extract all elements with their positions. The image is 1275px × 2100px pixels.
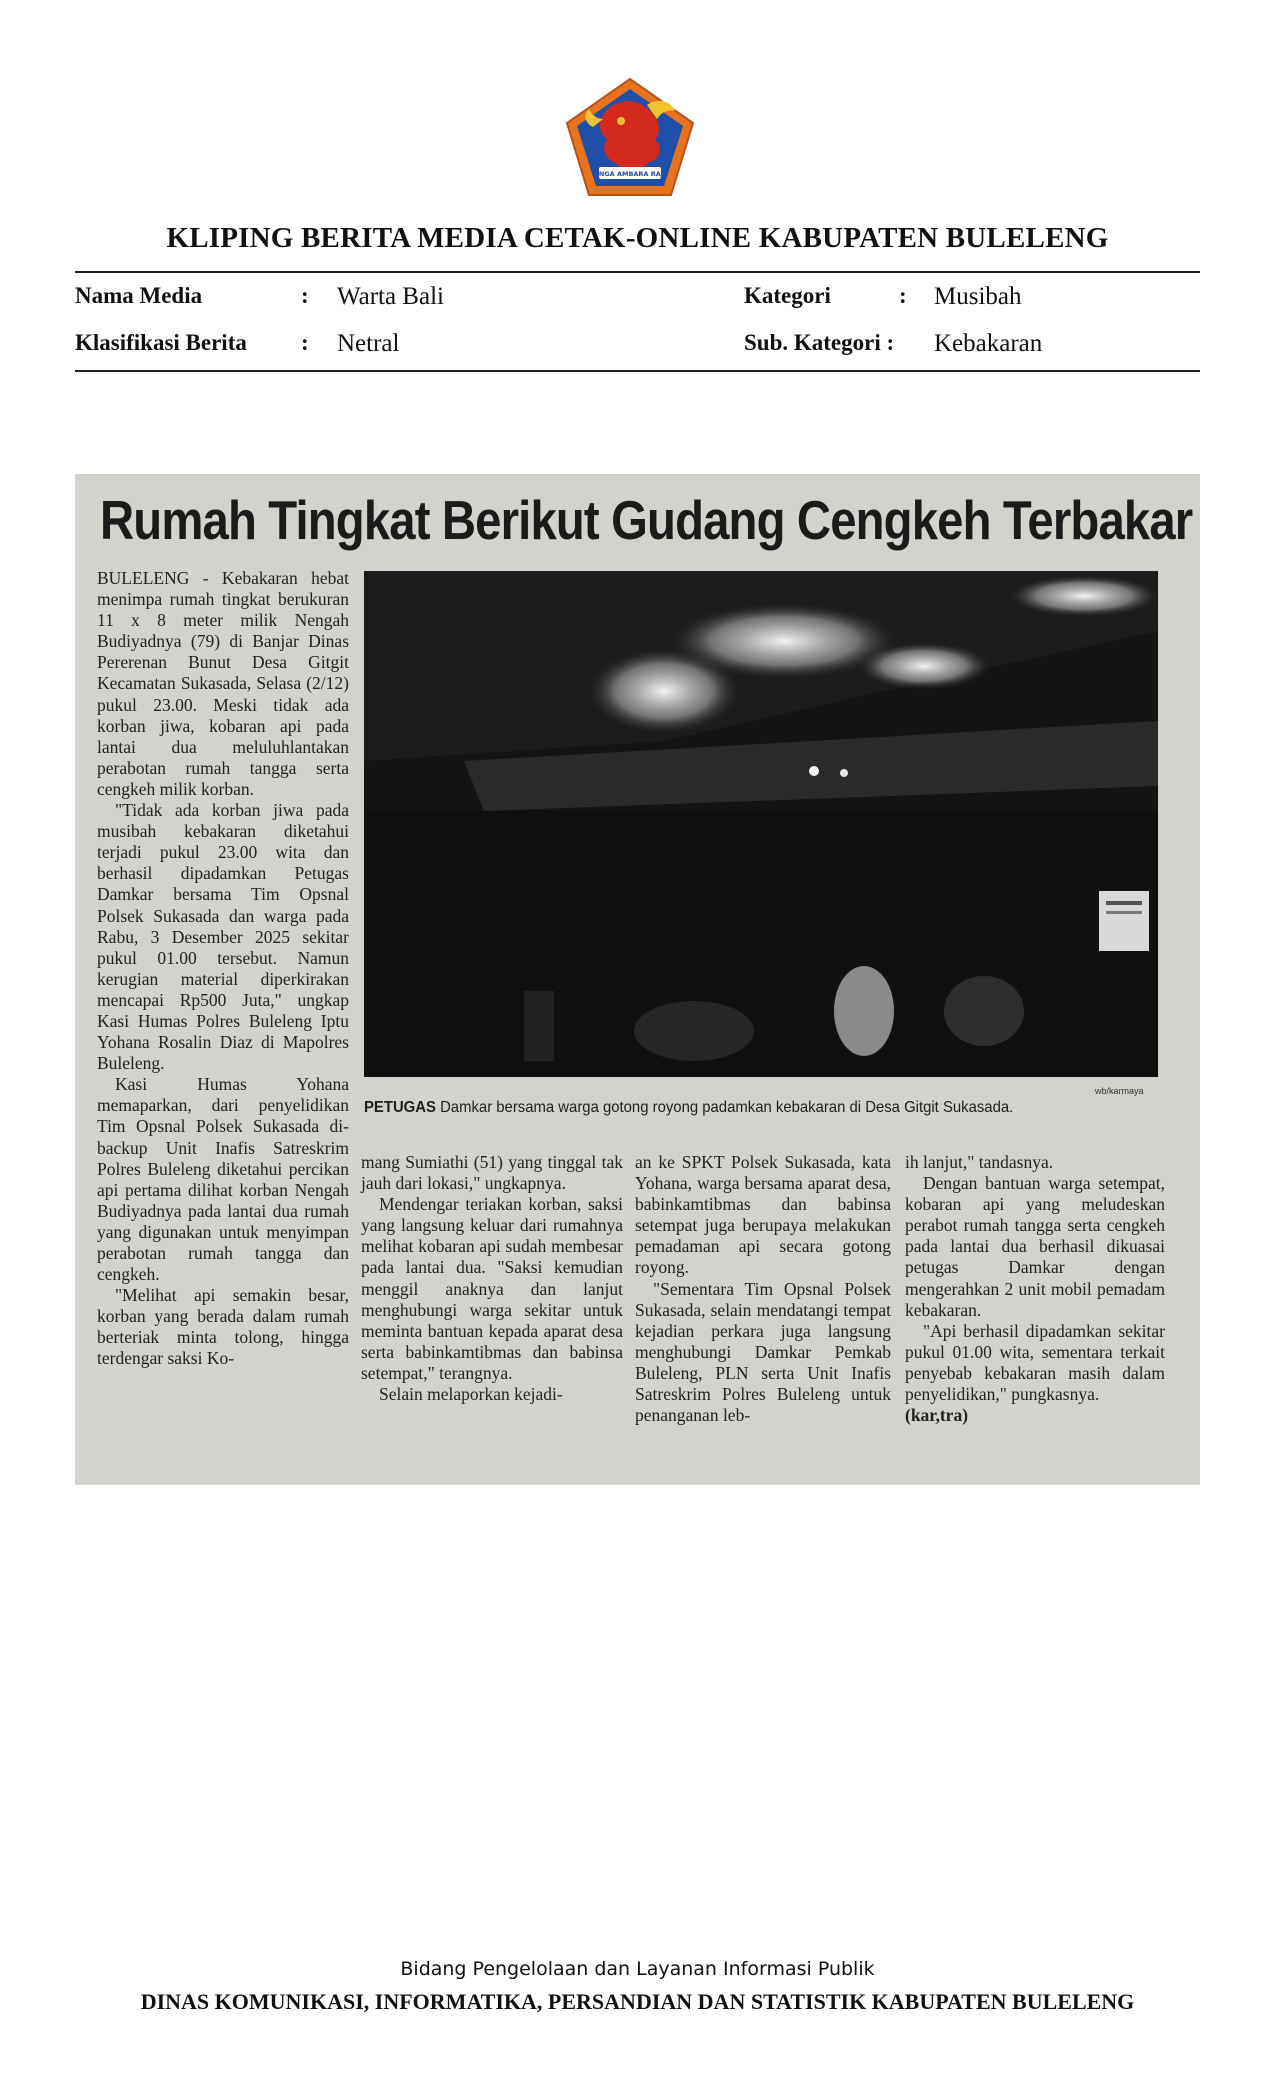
klasifikasi-value: Netral — [337, 330, 400, 357]
col3-paragraph-1: an ke SPKT Polsek Sukasada, kata Yohana, warga bersama aparat desa, babinkamtibmas dan babinsa setempat juga berupaya melakukan pemadaman api secara gotong royong. — [635, 1152, 891, 1278]
header-divider — [75, 271, 1200, 273]
page-title: KLIPING BERITA MEDIA CETAK-ONLINE KABUPATEN BULELENG — [166, 222, 1109, 254]
klasifikasi-label: Klasifikasi Berita — [75, 330, 247, 355]
svg-text:SINGA AMBARA RAJA: SINGA AMBARA RAJA — [591, 170, 669, 178]
article-column-3 — [635, 1152, 891, 1426]
klasifikasi-colon: : — [301, 330, 309, 355]
sub-kategori-label: Sub. Kategori : — [744, 330, 895, 355]
newspaper-clipping — [75, 474, 1200, 1485]
col1-paragraph-2: "Tidak ada korban jiwa pada musibah kebakaran diketahui terjadi pukul 23.00 wita dan berhasil dipadamkan Petugas Damkar bersama Tim Opsnal Polsek Sukasada dan warga pada Rabu, 3 Desember 2025 sekitar pukul 01.00 tersebut. Namun kerugian material diperkirakan mencapai Rp500 Juta," ungkap Kasi Humas Polres Buleleng Iptu Yohana Rosalin Diaz di Mapolres Buleleng. — [97, 800, 349, 1074]
col4-paragraph-2: Dengan bantuan warga setempat, kobaran api yang meludeskan perabot rumah tangga serta cengkeh pada lantai dua berhasil dikuasai petugas Damkar dengan mengerahkan 2 unit mobil pemadam kebakaran. — [905, 1173, 1165, 1320]
col1-paragraph-1: BULELENG - Kebakaran hebat menimpa rumah tingkat berukuran 11 x 8 meter milik Nengah Budiyadnya (79) di Banjar Dinas Pererenan Bunut Desa Gitgit Kecamatan Sukasada, Selasa (2/12) pukul 23.00. Meski tidak ada korban jiwa, kobaran api pada lantai dua meluluhlantakan perabotan rumah tangga serta cengkeh milik korban. — [97, 568, 349, 799]
meta-divider — [75, 370, 1200, 372]
nama-media-colon: : — [301, 283, 309, 308]
caption-text: Damkar bersama warga gotong royong padamkan kebakaran di Desa Gitgit Sukasada. — [435, 1099, 1014, 1116]
footer-subtitle: Bidang Pengelolaan dan Layanan Informasi Publik — [400, 1958, 875, 1980]
article-column-4 — [905, 1152, 1165, 1426]
article-column-1 — [97, 568, 349, 1370]
col2-paragraph-2: Mendengar teriakan korban, saksi yang langsung keluar dari rumahnya melihat kobaran api sudah membesar pada lantai dua. "Saksi kemudian menggil anaknya dan lanjut menghubungi warga sekitar untuk meminta bantuan kepada aparat desa serta babinkamtibmas dan babinsa setempat," terangnya. — [361, 1194, 623, 1383]
kategori-value: Musibah — [934, 283, 1022, 310]
col4-paragraph-1: ih lanjut," tandasnya. — [905, 1152, 1054, 1172]
fire-photo — [364, 571, 1158, 1077]
photo-caption — [364, 1099, 1127, 1117]
col4-sign-off: (kar,tra) — [905, 1405, 969, 1426]
col1-paragraph-3: Kasi Humas Yohana memaparkan, dari penyelidikan Tim Opsnal Polsek Sukasada di-backup Unit Inafis Satreskrim Polres Buleleng diketahui percikan api pertama dilihat korban Nengah Budiyadnya pada lantai dua rumah yang digunakan untuk menyimpan perabotan rumah tangga dan cengkeh. — [97, 1074, 349, 1285]
nama-media-label: Nama Media — [75, 283, 203, 308]
col3-paragraph-2: "Sementara Tim Opsnal Polsek Sukasada, selain mendatangi tempat kejadian perkara juga langsung menghubungi Damkar Pemkab Buleleng, PLN serta Unit Inafis Satreskrim Polres Buleleng untuk penanganan leb- — [635, 1278, 891, 1426]
photo-credit: wb/karmaya — [1095, 1086, 1144, 1096]
footer-agency: DINAS KOMUNIKASI, INFORMATIKA, PERSANDIAN DAN STATISTIK KABUPATEN BULELENG — [140, 1989, 1135, 2014]
article-column-2 — [361, 1152, 623, 1405]
article-headline: Rumah Tingkat Berikut Gudang Cengkeh Terbakar — [100, 489, 1193, 551]
sub-kategori-value: Kebakaran — [934, 330, 1043, 357]
caption-lead: PETUGAS — [364, 1099, 436, 1116]
col1-paragraph-4: "Melihat api semakin besar, korban yang berada dalam rumah berteriak minta tolong, hingga terdengar saksi Ko- — [97, 1285, 349, 1369]
col4-paragraph-3: "Api berhasil dipadamkan sekitar pukul 01.00 wita, sementara terkait penyebab kebakaran masih dalam penyelidikan," pungkasnya. — [905, 1320, 1165, 1405]
col2-paragraph-3: Selain melaporkan kejadi- — [379, 1384, 563, 1405]
buleleng-emblem-logo — [563, 75, 697, 199]
nama-media-value: Warta Bali — [337, 283, 444, 310]
col2-paragraph-1: mang Sumiathi (51) yang tinggal tak jauh dari lokasi," ungkapnya. — [361, 1152, 623, 1194]
kategori-colon: : — [899, 283, 907, 308]
kategori-label: Kategori — [744, 283, 831, 308]
